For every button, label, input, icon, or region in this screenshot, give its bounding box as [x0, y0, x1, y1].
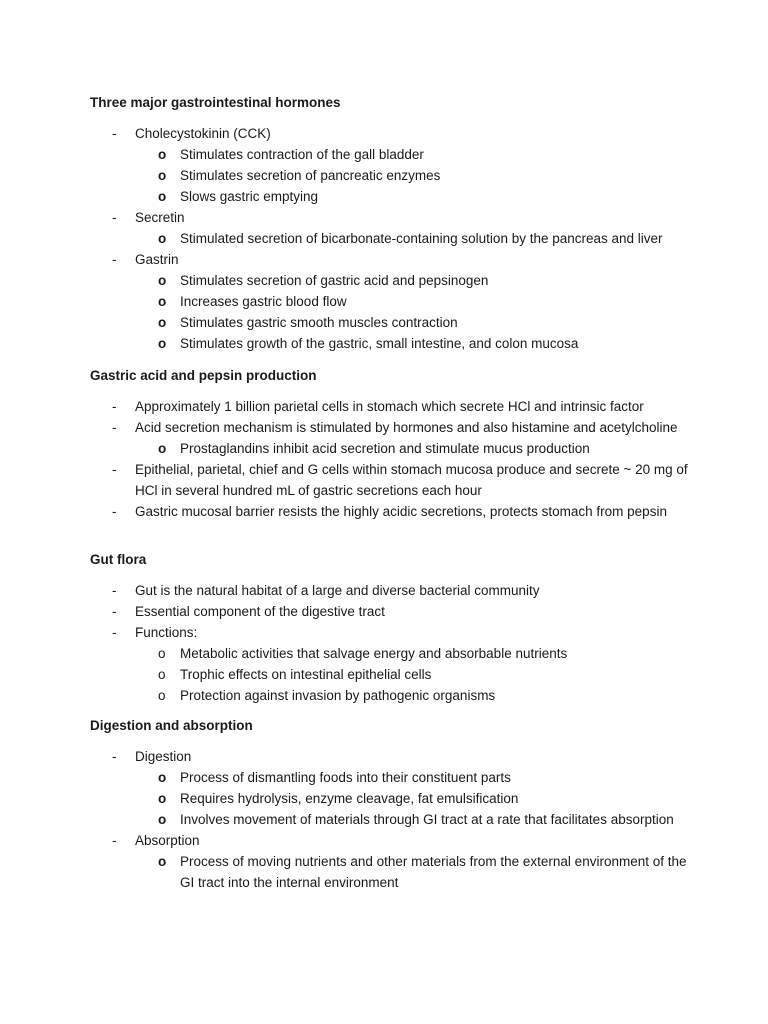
- section-digestion-absorption: [90, 715, 700, 893]
- circle-bullet-icon: o: [158, 147, 167, 162]
- list-item: [90, 622, 700, 706]
- sub-list-item-text: Stimulates secretion of gastric acid and pepsinogen: [180, 273, 489, 288]
- sub-list-item-text: Prostaglandins inhibit acid secretion and stimulate mucus production: [180, 441, 590, 456]
- list-item-text: Essential component of the digestive tract: [135, 604, 385, 619]
- sub-list-item: [135, 664, 700, 685]
- sub-list-item-text: Stimulates growth of the gastric, small intestine, and colon mucosa: [180, 336, 579, 351]
- sub-list-item-text: Involves movement of materials through GI tract at a rate that facilitates absorption: [180, 812, 674, 827]
- section-heading: Three major gastrointestinal hormones: [90, 95, 341, 110]
- dash-marker: -: [112, 420, 117, 435]
- section-heading: Gastric acid and pepsin production: [90, 368, 317, 383]
- sub-list-item: [135, 851, 700, 893]
- circle-bullet-icon: o: [158, 315, 167, 330]
- sub-list-item: [135, 291, 700, 312]
- list-item: [90, 601, 700, 622]
- list-item: [90, 396, 700, 417]
- list-item: [90, 249, 700, 354]
- circle-bullet-icon: o: [158, 770, 167, 785]
- sub-list-item-text: Trophic effects on intestinal epithelial cells: [180, 667, 432, 682]
- sub-list-item-text: Stimulated secretion of bicarbonate-containing solution by the pancreas and liver: [180, 231, 663, 246]
- sub-list-item-text: Stimulates contraction of the gall bladder: [180, 147, 424, 162]
- section-gut-flora: [90, 549, 700, 706]
- dash-marker: -: [112, 126, 117, 141]
- list-item: [90, 459, 700, 501]
- sub-list: [135, 767, 700, 830]
- bullet-list: [90, 746, 700, 893]
- sub-list-item: [135, 767, 700, 788]
- circle-bullet-icon: o: [158, 854, 167, 869]
- dash-marker: -: [112, 604, 117, 619]
- list-item-text: Cholecystokinin (CCK): [135, 126, 271, 141]
- circle-bullet-icon: o: [158, 336, 167, 351]
- sub-list: [135, 144, 700, 207]
- dash-marker: -: [112, 625, 117, 640]
- circle-bullet-icon: o: [158, 646, 166, 661]
- sub-list-item-text: Protection against invasion by pathogenic organisms: [180, 688, 496, 703]
- circle-bullet-icon: o: [158, 189, 167, 204]
- list-item-text: Gastrin: [135, 252, 179, 267]
- sub-list-item-text: Requires hydrolysis, enzyme cleavage, fat emulsification: [180, 791, 519, 806]
- bullet-list: [90, 580, 700, 706]
- circle-bullet-icon: o: [158, 231, 167, 246]
- list-item: [90, 207, 700, 249]
- sub-list-item-text: Metabolic activities that salvage energy and absorbable nutrients: [180, 646, 568, 661]
- list-item-text: Functions:: [135, 625, 198, 640]
- list-item-text: Digestion: [135, 749, 192, 764]
- dash-marker: -: [112, 462, 117, 477]
- circle-bullet-icon: o: [158, 441, 167, 456]
- sub-list-item: [135, 186, 700, 207]
- list-item: [90, 123, 700, 207]
- sub-list-item: [135, 788, 700, 809]
- list-item-text: Gastric mucosal barrier resists the highly acidic secretions, protects stomach from pepsin: [135, 504, 667, 519]
- list-item: [90, 417, 700, 459]
- sub-list-item-text: Increases gastric blood flow: [180, 294, 347, 309]
- sub-list-item: [135, 144, 700, 165]
- list-item-text: Approximately 1 billion parietal cells in stomach which secrete HCl and intrinsic factor: [135, 399, 644, 414]
- circle-bullet-icon: o: [158, 688, 166, 703]
- sub-list-item: [135, 438, 700, 459]
- list-item-text: Secretin: [135, 210, 185, 225]
- list-item: [90, 830, 700, 893]
- circle-bullet-icon: o: [158, 294, 167, 309]
- circle-bullet-icon: o: [158, 273, 167, 288]
- list-item-text: Epithelial, parietal, chief and G cells within stomach mucosa produce and secrete ~ 20 mg of HCl in several hundred mL of gastric secretions each hour: [135, 462, 688, 498]
- section-heading: Digestion and absorption: [90, 718, 253, 733]
- dash-marker: -: [112, 749, 117, 764]
- sub-list-item-text: Stimulates secretion of pancreatic enzymes: [180, 168, 441, 183]
- sub-list-item-text: Stimulates gastric smooth muscles contraction: [180, 315, 458, 330]
- dash-marker: -: [112, 504, 117, 519]
- sub-list-item: [135, 643, 700, 664]
- sub-list-item-text: Process of dismantling foods into their constituent parts: [180, 770, 511, 785]
- sub-list-item-text: Slows gastric emptying: [180, 189, 319, 204]
- dash-marker: -: [112, 252, 117, 267]
- bullet-list: [90, 123, 700, 354]
- sub-list-item: [135, 165, 700, 186]
- sub-list-item: [135, 228, 700, 249]
- list-item-text: Absorption: [135, 833, 200, 848]
- list-item-text: Acid secretion mechanism is stimulated by hormones and also histamine and acetylcholine: [135, 420, 678, 435]
- list-item: [90, 580, 700, 601]
- dash-marker: -: [112, 210, 117, 225]
- sub-list: [135, 643, 700, 706]
- sub-list: [135, 851, 700, 893]
- dash-marker: -: [112, 833, 117, 848]
- section-heading: Gut flora: [90, 552, 147, 567]
- sub-list-item: [135, 685, 700, 706]
- sub-list: [135, 228, 700, 249]
- section-gastric-acid: [90, 365, 700, 522]
- bullet-list: [90, 396, 700, 522]
- sub-list-item: [135, 809, 700, 830]
- list-item-text: Gut is the natural habitat of a large and diverse bacterial community: [135, 583, 540, 598]
- sub-list-item-text: Process of moving nutrients and other materials from the external environment of the GI tract into the internal environment: [180, 854, 687, 890]
- sub-list-item: [135, 333, 700, 354]
- circle-bullet-icon: o: [158, 168, 167, 183]
- circle-bullet-icon: o: [158, 812, 167, 827]
- dash-marker: -: [112, 399, 117, 414]
- section-gi-hormones: [90, 92, 700, 354]
- sub-list-item: [135, 270, 700, 291]
- sub-list: [135, 438, 700, 459]
- sub-list-item: [135, 312, 700, 333]
- list-item: [90, 501, 700, 522]
- circle-bullet-icon: o: [158, 667, 166, 682]
- sub-list: [135, 270, 700, 354]
- dash-marker: -: [112, 583, 117, 598]
- list-item: [90, 746, 700, 830]
- circle-bullet-icon: o: [158, 791, 167, 806]
